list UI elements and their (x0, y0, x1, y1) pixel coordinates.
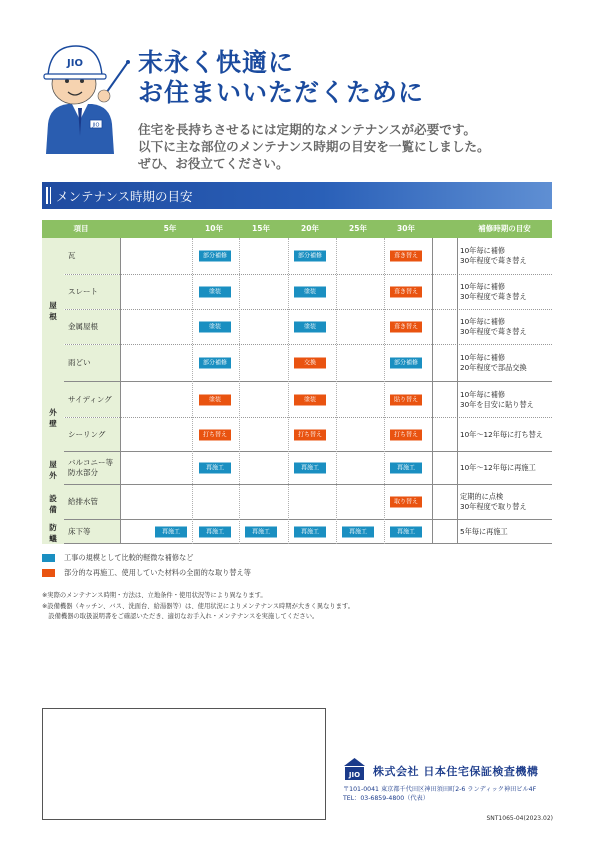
category-cell-exterior-wall (42, 382, 64, 452)
document-number: SNT1065-04(2023.02) (486, 815, 553, 822)
category-label: 屋 外 (49, 459, 57, 480)
grid-line (432, 238, 433, 544)
row-note-cell (457, 520, 552, 543)
intro-line: ぜひ、お役立てください。 (138, 156, 289, 171)
row-item-cell (64, 485, 120, 519)
row-item-label: サイディング (68, 394, 112, 404)
row-note-text: 定期的に点検 30年程度で取り替え (460, 492, 527, 511)
header-item: 項目 (73, 224, 89, 233)
table-row (42, 345, 552, 382)
row-item-cell (64, 310, 120, 344)
row-item-label: シーリング (68, 429, 106, 439)
table-row (42, 382, 552, 418)
footnote: ※設備機器（キッチン、バス、洗面台、給湯器等）は、使用状況によりメンテナンス時期が大きく異なります。 (42, 602, 355, 610)
header-note: 補修時期の目安 (478, 224, 531, 233)
row-item-label: 給排水管 (68, 497, 98, 506)
header-year-15: 15年 (252, 224, 270, 233)
footnotes (42, 591, 354, 623)
maintenance-tag-20y: 塗装 (294, 322, 326, 333)
maintenance-tag-10y: 塗装 (199, 287, 231, 298)
footnote: ※実際のメンテナンス時期・方法は、立地条件・使用状況等により異なります。 (42, 592, 267, 599)
row-item-label: 金属屋根 (68, 322, 98, 331)
maintenance-tag-10y: 部分補修 (199, 251, 231, 262)
section-mark-icon (46, 187, 51, 204)
row-item-cell (64, 520, 120, 543)
header-year-5: 5年 (163, 224, 177, 233)
row-item-label: スレート (68, 287, 98, 296)
category-label: 設 備 (49, 493, 57, 514)
row-note-cell (457, 452, 552, 484)
maintenance-tag-25y: 再施工 (342, 526, 374, 537)
grid-line (288, 238, 289, 544)
maintenance-tag-30y: 葺き替え (390, 287, 422, 298)
table-row (42, 238, 552, 275)
maintenance-tag-20y: 塗装 (294, 394, 326, 405)
maintenance-tag-10y: 再施工 (199, 526, 231, 537)
maintenance-schedule-table (42, 220, 552, 544)
row-item-label: 瓦 (68, 251, 76, 260)
maintenance-tag-10y: 再施工 (199, 463, 231, 474)
grid-line (457, 238, 458, 544)
company-logo-icon (343, 757, 366, 781)
legend-text: 部分的な再施工、使用していた材料の全面的な取り替え等 (64, 568, 251, 577)
maintenance-tag-20y: 塗装 (294, 287, 326, 298)
category-cell-outdoor (42, 452, 64, 485)
header-year-25: 25年 (349, 224, 367, 233)
dealer-stamp-box (42, 708, 326, 820)
row-item-cell (64, 452, 120, 484)
row-note-cell (457, 382, 552, 417)
maintenance-tag-30y: 葺き替え (390, 251, 422, 262)
table-row (42, 310, 552, 345)
row-note-text: 5年毎に再施工 (460, 526, 508, 536)
maintenance-tag-20y: 再施工 (294, 463, 326, 474)
maintenance-tag-20y: 部分補修 (294, 251, 326, 262)
intro-line: 以下に主な部位のメンテナンス時期の目安を一覧にしました。 (138, 139, 490, 154)
header-year-20: 20年 (301, 224, 319, 233)
maintenance-tag-30y: 取り替え (390, 497, 422, 508)
maintenance-tag-30y: 再施工 (390, 526, 422, 537)
page-title-line-2: お住まいいただくために (138, 78, 425, 107)
grid-line (239, 238, 240, 544)
row-note-cell (457, 238, 552, 274)
header-year-10: 10年 (205, 224, 223, 233)
table-row (42, 418, 552, 452)
grid-line (192, 238, 193, 544)
maintenance-tag-5y: 再施工 (155, 526, 187, 537)
row-item-label: 床下等 (68, 526, 91, 536)
maintenance-tag-10y: 部分補修 (199, 358, 231, 369)
row-item-cell (64, 418, 120, 451)
grid-line (336, 238, 337, 544)
section-heading-bar (42, 182, 552, 209)
maintenance-tag-10y: 打ち替え (199, 429, 231, 440)
intro-line: 住宅を長持ちさせるには定期的なメンテナンスが必要です。 (138, 122, 477, 137)
legend-swatch-blue (42, 554, 55, 562)
company-tel: TEL：03-6859-4800（代表） (343, 795, 429, 802)
category-cell-roof (42, 238, 64, 382)
company-address: 〒101-0041 東京都千代田区神田須田町2-6 ランディック神田ビル4F (343, 786, 537, 793)
category-label: 防 蟻 (49, 523, 57, 543)
row-note-text: 10年毎に補修 20年程度で部品交換 (460, 353, 527, 372)
header-year-30: 30年 (397, 224, 415, 233)
table-header-row (42, 220, 552, 238)
row-note-cell (457, 418, 552, 451)
row-note-cell (457, 345, 552, 381)
company-name: 株式会社 日本住宅保証検査機構 (373, 765, 539, 778)
maintenance-tag-20y: 打ち替え (294, 429, 326, 440)
maintenance-tag-30y: 打ち替え (390, 429, 422, 440)
row-note-text: 10年毎に補修 30年程度で葺き替え (460, 317, 527, 336)
table-row (42, 275, 552, 310)
company-contact (343, 785, 536, 803)
mascot-helmet-text: JIO (67, 58, 83, 69)
row-item-cell (64, 238, 120, 274)
row-note-text: 10年～12年毎に打ち替え (460, 429, 543, 439)
table-row (42, 452, 552, 485)
maintenance-tag-30y: 葺き替え (390, 322, 422, 333)
maintenance-tag-30y: 再施工 (390, 463, 422, 474)
row-item-cell (64, 275, 120, 309)
maintenance-tag-30y: 部分補修 (390, 358, 422, 369)
legend-text: 工事の規模として比較的軽微な補修など (64, 553, 194, 562)
grid-line (120, 238, 121, 544)
category-label: 外 壁 (49, 408, 57, 428)
mascot-badge-text: JIO (92, 122, 100, 129)
maintenance-tag-20y: 再施工 (294, 526, 326, 537)
category-label: 屋 根 (49, 301, 57, 321)
row-note-text: 10年～12年毎に再施工 (460, 463, 536, 472)
legend-swatch-orange (42, 569, 55, 577)
footnote: 設備機器の取扱説明書をご確認いただき、適切なお手入れ・メンテナンスを実施してください。 (42, 613, 319, 620)
row-note-cell (457, 310, 552, 344)
row-item-cell (64, 345, 120, 381)
grid-line (384, 238, 385, 544)
row-note-cell (457, 485, 552, 519)
row-note-text: 10年毎に補修 30年程度で葺き替え (460, 282, 527, 301)
category-cell-equipment (42, 485, 64, 520)
maintenance-tag-10y: 塗装 (199, 322, 231, 333)
row-note-cell (457, 275, 552, 309)
maintenance-tag-10y: 塗装 (199, 394, 231, 405)
maintenance-tag-15y: 再施工 (245, 526, 277, 537)
row-note-text: 10年毎に補修 30年を目安に貼り替え (460, 389, 534, 409)
row-item-label: バルコニー等 防水部分 (68, 458, 113, 477)
page-title-line-1: 末永く快適に (138, 48, 295, 77)
page-title (138, 48, 424, 108)
category-cell-termite (42, 520, 64, 544)
maintenance-tag-30y: 貼り替え (390, 394, 422, 405)
table-row (42, 485, 552, 520)
row-note-text: 10年毎に補修 30年程度で葺き替え (460, 246, 527, 265)
section-heading: メンテナンス時期の目安 (56, 189, 193, 204)
intro-text (138, 121, 490, 172)
row-item-cell (64, 382, 120, 417)
mascot-illustration (34, 36, 130, 154)
maintenance-tag-20y: 交換 (294, 358, 326, 369)
table-row (42, 520, 552, 544)
row-item-label: 雨どい (68, 358, 91, 367)
company-logo-text: JIO (348, 771, 361, 779)
